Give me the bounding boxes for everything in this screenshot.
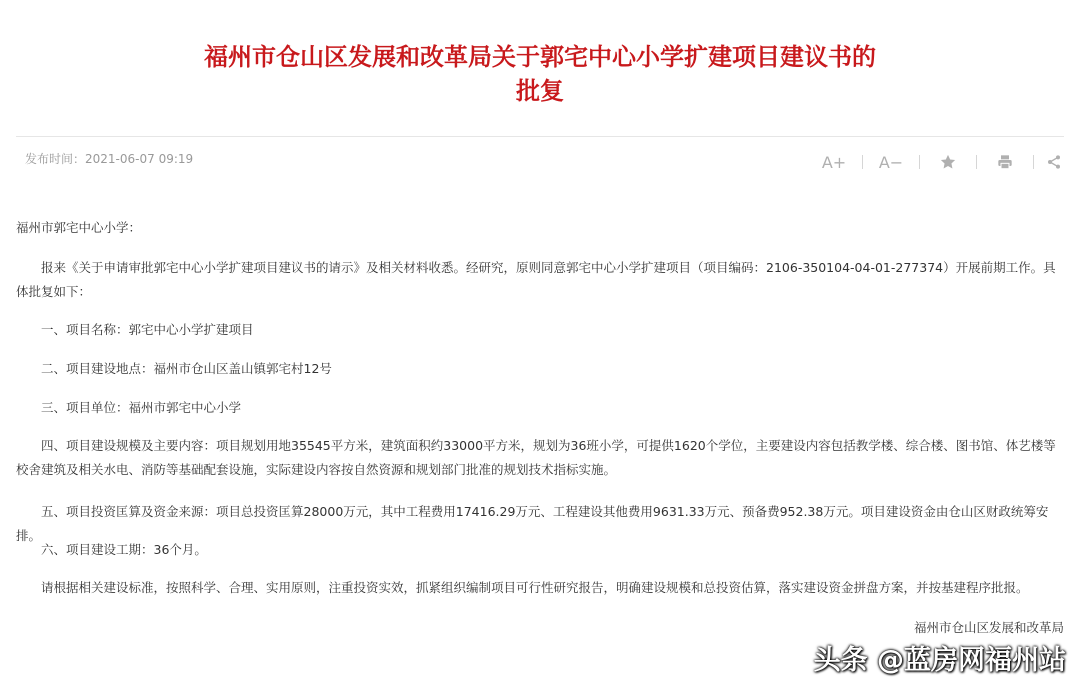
publish-label: 发布时间： <box>25 152 86 166</box>
print-button[interactable] <box>985 150 1025 174</box>
item-project-location: 二、项目建设地点：福州市仓山区盖山镇郭宅村12号 <box>41 361 332 376</box>
share-button[interactable] <box>1042 150 1066 174</box>
watermark: 头条 @蓝房网福州站 <box>813 645 1066 676</box>
star-icon <box>939 153 957 171</box>
publish-time: 2021-06-07 09:19 <box>85 152 194 166</box>
share-icon <box>1046 154 1062 170</box>
printer-icon <box>997 154 1013 170</box>
article-title-line-1: 福州市仓山区发展和改革局关于郭宅中心小学扩建项目建议书的 <box>204 43 876 71</box>
font-increase-button[interactable] <box>814 150 854 174</box>
item-project-name: 一、项目名称：郭宅中心小学扩建项目 <box>41 322 254 337</box>
paragraph-final: 请根据相关建设标准，按照科学、合理、实用原则，注重投资实效，抓紧组织编制项目可行性研究报告，明确建设规模和总投资估算，落实建设资金拼盘方案，并按基建程序批报。 <box>41 580 1029 595</box>
article-toolbar <box>814 150 1066 174</box>
paragraph-intro: 报来《关于申请审批郭宅中心小学扩建项目建议书的请示》及相关材料收悉。经研究，原则同意郭宅中心小学扩建项目（项目编码：2106-350104-04-01-277374）开展前期工作。具体批复如下： <box>16 260 1056 299</box>
toolbar-separator <box>862 155 863 169</box>
favorite-button[interactable] <box>928 150 968 174</box>
salutation: 福州市郭宅中心小学： <box>16 220 142 235</box>
font-increase-label: A+ <box>821 152 847 172</box>
item-project-unit: 三、项目单位：福州市郭宅中心小学 <box>41 400 242 415</box>
title-divider <box>16 136 1064 137</box>
item-scale-content: 四、项目建设规模及主要内容：项目规划用地35545平方米，建筑面积约33000平方米，规划为36班小学，可提供1620个学位，主要建设内容包括教学楼、综合楼、图书馆、体艺楼等校舍建筑及相关水电、消防等基础配套设施，实际建设内容按自然资源和规划部门批准的规划技术指标实施。 <box>16 438 1056 477</box>
signature: 福州市仓山区发展和改革局 <box>913 620 1064 635</box>
article-title-line-2: 批复 <box>516 77 564 105</box>
toolbar-separator <box>1033 155 1034 169</box>
item-construction-period: 六、项目建设工期：36个月。 <box>41 542 207 557</box>
publish-info <box>25 150 193 167</box>
font-decrease-button[interactable] <box>871 150 911 174</box>
item-investment: 五、项目投资匡算及资金来源：项目总投资匡算28000万元，其中工程费用17416.29万元、工程建设其他费用9631.33万元、预备费952.38万元。项目建设资金由仓山区财政统筹安排。 <box>16 504 1049 543</box>
article-title <box>0 40 1080 108</box>
toolbar-separator <box>919 155 920 169</box>
toolbar-separator <box>976 155 977 169</box>
font-decrease-label: A− <box>878 152 904 172</box>
